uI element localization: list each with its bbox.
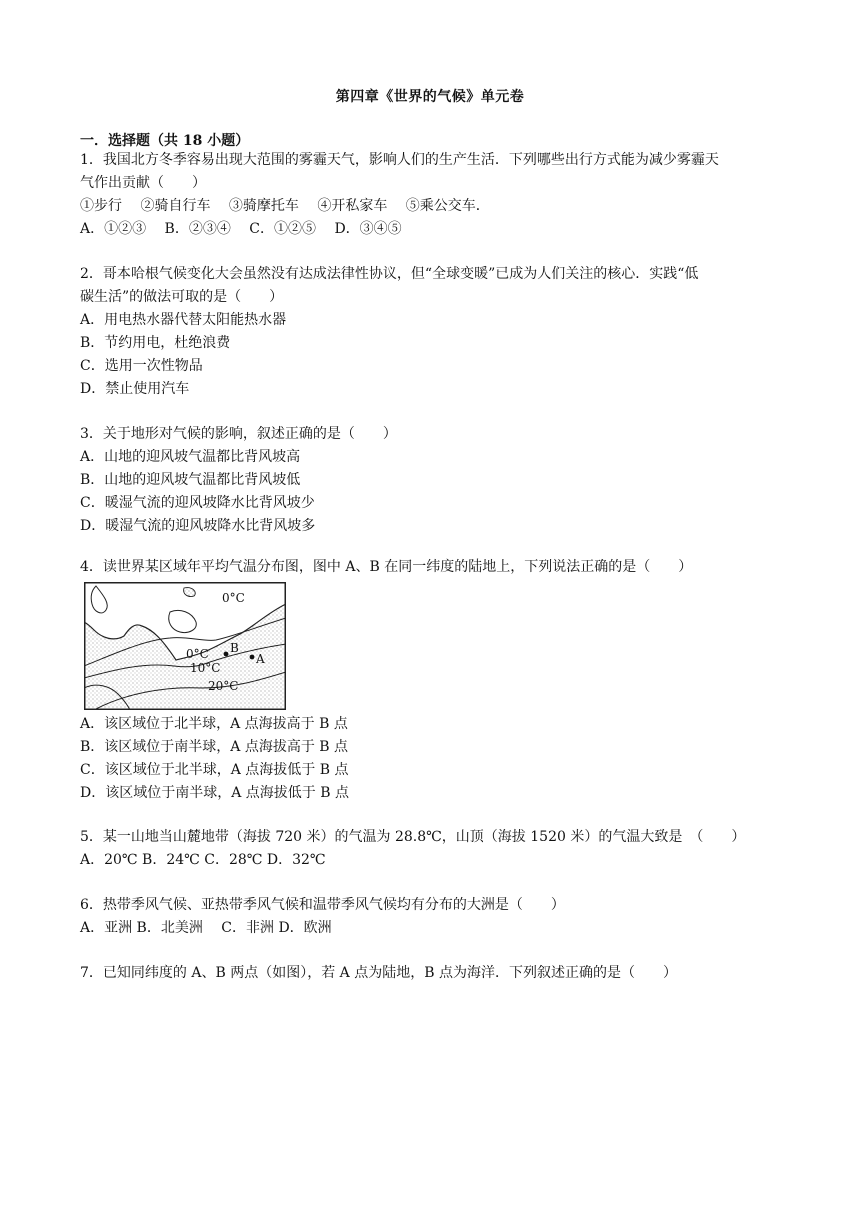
question-4-option-b: B．该区域位于南半球，A 点海拔高于 B 点 <box>80 739 349 755</box>
question-3-option-c: C．暖湿气流的迎风坡降水比背风坡少 <box>80 495 315 511</box>
question-5-options: A．20℃ B．24℃ C．28℃ D．32℃ <box>80 852 326 868</box>
question-6-stem: 6．热带季风气候、亚热带季风气候和温带季风气候均有分布的大洲是（ ） <box>80 897 565 913</box>
isotherm-label-10c: 10°C <box>190 661 221 675</box>
question-5-stem: 5．某一山地当山麓地带（海拔 720 米）的气温为 28.8℃，山顶（海拔 1520 米）的气温大致是 （ ） <box>80 829 746 845</box>
question-4-stem: 4．读世界某区域年平均气温分布图，图中 A、B 在同一纬度的陆地上，下列说法正确的是（ ） <box>80 559 693 575</box>
question-3-stem: 3．关于地形对气候的影响，叙述正确的是（ ） <box>80 426 397 442</box>
question-1-stem-line-2: 气作出贡献（ ） <box>80 175 206 191</box>
question-6-options: A．亚洲 B．北美洲 C．非洲 D．欧洲 <box>80 920 332 936</box>
question-4-option-a: A．该区域位于北半球，A 点海拔高于 B 点 <box>80 716 348 732</box>
question-1-stem-line-1: 1．我国北方冬季容易出现大范围的雾霾天气，影响人们的生产生活．下列哪些出行方式能为减少雾霾天 <box>80 152 719 168</box>
point-a-marker <box>250 655 255 660</box>
question-4-option-c: C．该区域位于北半球，A 点海拔低于 B 点 <box>80 762 349 778</box>
question-2-stem-line-1: 2．哥本哈根气候变化大会虽然没有达成法律性协议，但“全球变暖”已成为人们关注的核心．实践“低 <box>80 266 699 282</box>
question-3-option-a: A．山地的迎风坡气温都比背风坡高 <box>80 449 301 465</box>
question-1-choices: ①步行 ②骑自行车 ③骑摩托车 ④开私家车 ⑤乘公交车． <box>80 198 490 214</box>
question-2-stem-line-2: 碳生活”的做法可取的是（ ） <box>80 289 284 305</box>
point-b-label: B <box>230 641 239 655</box>
question-3-option-d: D．暖湿气流的迎风坡降水比背风坡多 <box>80 518 316 534</box>
question-4-option-d: D．该区域位于南半球，A 点海拔低于 B 点 <box>80 785 349 801</box>
point-b-marker <box>224 652 229 657</box>
question-2-option-d: D．禁止使用汽车 <box>80 381 190 397</box>
isotherm-label-0c-top: 0°C <box>222 591 245 605</box>
question-2-option-c: C．选用一次性物品 <box>80 358 203 374</box>
question-2-option-b: B．节约用电，杜绝浪费 <box>80 335 231 351</box>
isotherm-label-0c: 0°C <box>186 647 209 661</box>
question-2-option-a: A．用电热水器代替太阳能热水器 <box>80 312 287 328</box>
question-7-stem: 7．已知同纬度的 A、B 两点（如图），若 A 点为陆地，B 点为海洋．下列叙述正确的是（ ） <box>80 965 677 981</box>
question-1-options: A．①②③ B．②③④ C．①②⑤ D．③④⑤ <box>80 221 402 237</box>
isotherm-label-20c: 20°C <box>208 679 239 693</box>
page-title: 第四章《世界的气候》单元卷 <box>335 89 525 105</box>
section-heading: 一．选择题（共 18 小题） <box>80 133 250 149</box>
temperature-map-figure <box>84 582 286 710</box>
question-3-option-b: B．山地的迎风坡气温都比背风坡低 <box>80 472 301 488</box>
point-a-label: A <box>256 652 265 666</box>
